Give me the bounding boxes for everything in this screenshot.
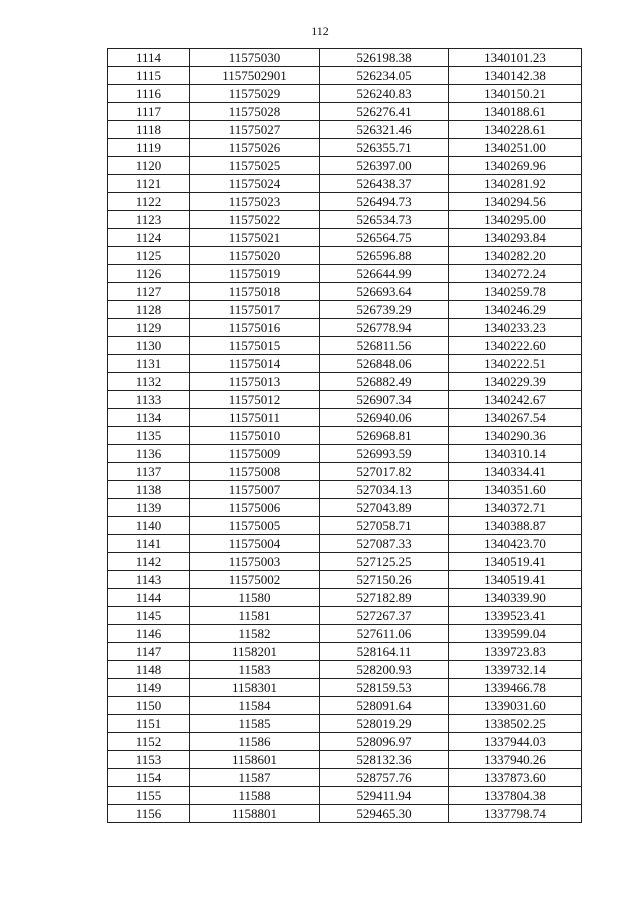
point-code-cell: 11575029: [190, 85, 320, 103]
x-coordinate-cell: 526693.64: [320, 283, 449, 301]
point-number-cell: 1130: [108, 337, 190, 355]
point-number-cell: 1134: [108, 409, 190, 427]
page-number: 112: [311, 24, 329, 38]
table-row: [108, 445, 582, 463]
x-coordinate-cell: 526940.06: [320, 409, 449, 427]
point-code-cell: 11582: [190, 625, 320, 643]
table-row: [108, 391, 582, 409]
table-row: [108, 571, 582, 589]
x-coordinate-cell: 528159.53: [320, 679, 449, 697]
y-coordinate-cell: 1340423.70: [449, 535, 582, 553]
point-number-cell: 1133: [108, 391, 190, 409]
point-number-cell: 1118: [108, 121, 190, 139]
y-coordinate-cell: 1340229.39: [449, 373, 582, 391]
x-coordinate-cell: 528019.29: [320, 715, 449, 733]
y-coordinate-cell: 1340251.00: [449, 139, 582, 157]
y-coordinate-cell: 1338502.25: [449, 715, 582, 733]
x-coordinate-cell: 529411.94: [320, 787, 449, 805]
point-code-cell: 11585: [190, 715, 320, 733]
table-row: [108, 679, 582, 697]
point-number-cell: 1128: [108, 301, 190, 319]
x-coordinate-cell: 526355.71: [320, 139, 449, 157]
table-row: [108, 787, 582, 805]
y-coordinate-cell: 1340101.23: [449, 49, 582, 67]
table-row: [108, 139, 582, 157]
x-coordinate-cell: 526397.00: [320, 157, 449, 175]
table-row: [108, 535, 582, 553]
y-coordinate-cell: 1337944.03: [449, 733, 582, 751]
point-code-cell: 11587: [190, 769, 320, 787]
y-coordinate-cell: 1337940.26: [449, 751, 582, 769]
point-number-cell: 1146: [108, 625, 190, 643]
table-row: [108, 283, 582, 301]
point-number-cell: 1147: [108, 643, 190, 661]
x-coordinate-cell: 528132.36: [320, 751, 449, 769]
y-coordinate-cell: 1340259.78: [449, 283, 582, 301]
y-coordinate-cell: 1339523.41: [449, 607, 582, 625]
point-code-cell: 11575002: [190, 571, 320, 589]
point-code-cell: 11575010: [190, 427, 320, 445]
point-code-cell: 11575014: [190, 355, 320, 373]
point-number-cell: 1143: [108, 571, 190, 589]
x-coordinate-cell: 527017.82: [320, 463, 449, 481]
point-number-cell: 1153: [108, 751, 190, 769]
table-row: [108, 157, 582, 175]
table-row: [108, 85, 582, 103]
x-coordinate-cell: 526494.73: [320, 193, 449, 211]
x-coordinate-cell: 527043.89: [320, 499, 449, 517]
point-number-cell: 1145: [108, 607, 190, 625]
point-number-cell: 1116: [108, 85, 190, 103]
x-coordinate-cell: 526882.49: [320, 373, 449, 391]
x-coordinate-cell: 527125.25: [320, 553, 449, 571]
table-row: [108, 175, 582, 193]
table-row: [108, 337, 582, 355]
y-coordinate-cell: 1340228.61: [449, 121, 582, 139]
table-row: [108, 49, 582, 67]
x-coordinate-cell: 527267.37: [320, 607, 449, 625]
table-row: [108, 607, 582, 625]
point-code-cell: 1158201: [190, 643, 320, 661]
table-row: [108, 733, 582, 751]
point-code-cell: 1158301: [190, 679, 320, 697]
y-coordinate-cell: 1340310.14: [449, 445, 582, 463]
point-number-cell: 1136: [108, 445, 190, 463]
table-row: [108, 625, 582, 643]
point-number-cell: 1127: [108, 283, 190, 301]
point-code-cell: 11575007: [190, 481, 320, 499]
point-code-cell: 11575018: [190, 283, 320, 301]
y-coordinate-cell: 1340242.67: [449, 391, 582, 409]
table-row: [108, 481, 582, 499]
x-coordinate-cell: 527058.71: [320, 517, 449, 535]
x-coordinate-cell: 528096.97: [320, 733, 449, 751]
point-number-cell: 1154: [108, 769, 190, 787]
x-coordinate-cell: 529465.30: [320, 805, 449, 823]
point-number-cell: 1121: [108, 175, 190, 193]
point-code-cell: 11583: [190, 661, 320, 679]
table-row: [108, 589, 582, 607]
point-number-cell: 1152: [108, 733, 190, 751]
point-code-cell: 11575022: [190, 211, 320, 229]
x-coordinate-cell: 526778.94: [320, 319, 449, 337]
point-code-cell: 11575004: [190, 535, 320, 553]
y-coordinate-cell: 1340388.87: [449, 517, 582, 535]
table-row: [108, 661, 582, 679]
x-coordinate-cell: 526234.05: [320, 67, 449, 85]
table-row: [108, 121, 582, 139]
point-code-cell: 11575020: [190, 247, 320, 265]
y-coordinate-cell: 1340372.71: [449, 499, 582, 517]
table-row: [108, 427, 582, 445]
x-coordinate-cell: 527611.06: [320, 625, 449, 643]
x-coordinate-cell: 526198.38: [320, 49, 449, 67]
table-row: [108, 301, 582, 319]
y-coordinate-cell: 1340339.90: [449, 589, 582, 607]
table-row: [108, 355, 582, 373]
y-coordinate-cell: 1339031.60: [449, 697, 582, 715]
x-coordinate-cell: 526276.41: [320, 103, 449, 121]
table-body: [108, 49, 582, 823]
point-number-cell: 1151: [108, 715, 190, 733]
table-row: [108, 643, 582, 661]
y-coordinate-cell: 1340246.29: [449, 301, 582, 319]
table-row: [108, 715, 582, 733]
y-coordinate-cell: 1340281.92: [449, 175, 582, 193]
y-coordinate-cell: 1340150.21: [449, 85, 582, 103]
y-coordinate-cell: 1340290.36: [449, 427, 582, 445]
point-code-cell: 11575026: [190, 139, 320, 157]
point-code-cell: 11575006: [190, 499, 320, 517]
point-code-cell: 11575011: [190, 409, 320, 427]
point-number-cell: 1135: [108, 427, 190, 445]
y-coordinate-cell: 1340519.41: [449, 553, 582, 571]
x-coordinate-cell: 526240.83: [320, 85, 449, 103]
x-coordinate-cell: 527034.13: [320, 481, 449, 499]
x-coordinate-cell: 526739.29: [320, 301, 449, 319]
y-coordinate-cell: 1340334.41: [449, 463, 582, 481]
point-code-cell: 11575030: [190, 49, 320, 67]
point-code-cell: 11581: [190, 607, 320, 625]
y-coordinate-cell: 1340267.54: [449, 409, 582, 427]
point-number-cell: 1117: [108, 103, 190, 121]
table-row: [108, 373, 582, 391]
point-code-cell: 1157502901: [190, 67, 320, 85]
point-code-cell: 11575028: [190, 103, 320, 121]
table-row: [108, 499, 582, 517]
point-code-cell: 11575005: [190, 517, 320, 535]
x-coordinate-cell: 526321.46: [320, 121, 449, 139]
point-code-cell: 11575009: [190, 445, 320, 463]
coordinates-table: [107, 48, 582, 823]
point-number-cell: 1142: [108, 553, 190, 571]
y-coordinate-cell: 1340233.23: [449, 319, 582, 337]
point-number-cell: 1129: [108, 319, 190, 337]
point-code-cell: 11575024: [190, 175, 320, 193]
y-coordinate-cell: 1340269.96: [449, 157, 582, 175]
table-row: [108, 193, 582, 211]
point-code-cell: 1158801: [190, 805, 320, 823]
point-code-cell: 11575012: [190, 391, 320, 409]
point-number-cell: 1114: [108, 49, 190, 67]
y-coordinate-cell: 1340142.38: [449, 67, 582, 85]
y-coordinate-cell: 1340282.20: [449, 247, 582, 265]
point-number-cell: 1144: [108, 589, 190, 607]
point-number-cell: 1149: [108, 679, 190, 697]
table-row: [108, 697, 582, 715]
point-number-cell: 1123: [108, 211, 190, 229]
point-number-cell: 1148: [108, 661, 190, 679]
x-coordinate-cell: 526438.37: [320, 175, 449, 193]
point-code-cell: 11575023: [190, 193, 320, 211]
point-number-cell: 1137: [108, 463, 190, 481]
table-row: [108, 103, 582, 121]
x-coordinate-cell: 526596.88: [320, 247, 449, 265]
table-row: [108, 265, 582, 283]
y-coordinate-cell: 1340294.56: [449, 193, 582, 211]
point-number-cell: 1132: [108, 373, 190, 391]
x-coordinate-cell: 526534.73: [320, 211, 449, 229]
x-coordinate-cell: 526907.34: [320, 391, 449, 409]
x-coordinate-cell: 526968.81: [320, 427, 449, 445]
point-code-cell: 11575008: [190, 463, 320, 481]
x-coordinate-cell: 527150.26: [320, 571, 449, 589]
point-code-cell: 11575021: [190, 229, 320, 247]
point-code-cell: 11586: [190, 733, 320, 751]
y-coordinate-cell: 1337873.60: [449, 769, 582, 787]
table-row: [108, 769, 582, 787]
table-row: [108, 751, 582, 769]
x-coordinate-cell: 528200.93: [320, 661, 449, 679]
point-number-cell: 1119: [108, 139, 190, 157]
point-number-cell: 1156: [108, 805, 190, 823]
x-coordinate-cell: 526564.75: [320, 229, 449, 247]
point-number-cell: 1131: [108, 355, 190, 373]
point-code-cell: 11575015: [190, 337, 320, 355]
x-coordinate-cell: 528164.11: [320, 643, 449, 661]
point-number-cell: 1124: [108, 229, 190, 247]
x-coordinate-cell: 528757.76: [320, 769, 449, 787]
table-row: [108, 319, 582, 337]
point-number-cell: 1125: [108, 247, 190, 265]
table-row: [108, 553, 582, 571]
x-coordinate-cell: 527182.89: [320, 589, 449, 607]
y-coordinate-cell: 1340295.00: [449, 211, 582, 229]
point-number-cell: 1150: [108, 697, 190, 715]
point-number-cell: 1138: [108, 481, 190, 499]
point-number-cell: 1122: [108, 193, 190, 211]
x-coordinate-cell: 526848.06: [320, 355, 449, 373]
point-code-cell: 11575017: [190, 301, 320, 319]
x-coordinate-cell: 527087.33: [320, 535, 449, 553]
x-coordinate-cell: 526811.56: [320, 337, 449, 355]
y-coordinate-cell: 1339723.83: [449, 643, 582, 661]
point-code-cell: 11575003: [190, 553, 320, 571]
point-number-cell: 1155: [108, 787, 190, 805]
y-coordinate-cell: 1340188.61: [449, 103, 582, 121]
point-code-cell: 11575025: [190, 157, 320, 175]
table-row: [108, 517, 582, 535]
y-coordinate-cell: 1339599.04: [449, 625, 582, 643]
point-code-cell: 11580: [190, 589, 320, 607]
point-number-cell: 1120: [108, 157, 190, 175]
point-code-cell: 11575016: [190, 319, 320, 337]
x-coordinate-cell: 526993.59: [320, 445, 449, 463]
point-code-cell: 11588: [190, 787, 320, 805]
point-number-cell: 1115: [108, 67, 190, 85]
table-row: [108, 229, 582, 247]
x-coordinate-cell: 526644.99: [320, 265, 449, 283]
point-code-cell: 11584: [190, 697, 320, 715]
point-number-cell: 1126: [108, 265, 190, 283]
table-row: [108, 805, 582, 823]
table-row: [108, 247, 582, 265]
point-number-cell: 1141: [108, 535, 190, 553]
table-row: [108, 463, 582, 481]
y-coordinate-cell: 1340293.84: [449, 229, 582, 247]
table-row: [108, 67, 582, 85]
table-row: [108, 409, 582, 427]
y-coordinate-cell: 1340351.60: [449, 481, 582, 499]
y-coordinate-cell: 1339466.78: [449, 679, 582, 697]
point-code-cell: 1158601: [190, 751, 320, 769]
y-coordinate-cell: 1340519.41: [449, 571, 582, 589]
point-number-cell: 1140: [108, 517, 190, 535]
point-code-cell: 11575019: [190, 265, 320, 283]
x-coordinate-cell: 528091.64: [320, 697, 449, 715]
y-coordinate-cell: 1339732.14: [449, 661, 582, 679]
point-code-cell: 11575027: [190, 121, 320, 139]
y-coordinate-cell: 1340272.24: [449, 265, 582, 283]
y-coordinate-cell: 1337804.38: [449, 787, 582, 805]
y-coordinate-cell: 1340222.51: [449, 355, 582, 373]
point-code-cell: 11575013: [190, 373, 320, 391]
point-number-cell: 1139: [108, 499, 190, 517]
y-coordinate-cell: 1337798.74: [449, 805, 582, 823]
table-row: [108, 211, 582, 229]
y-coordinate-cell: 1340222.60: [449, 337, 582, 355]
